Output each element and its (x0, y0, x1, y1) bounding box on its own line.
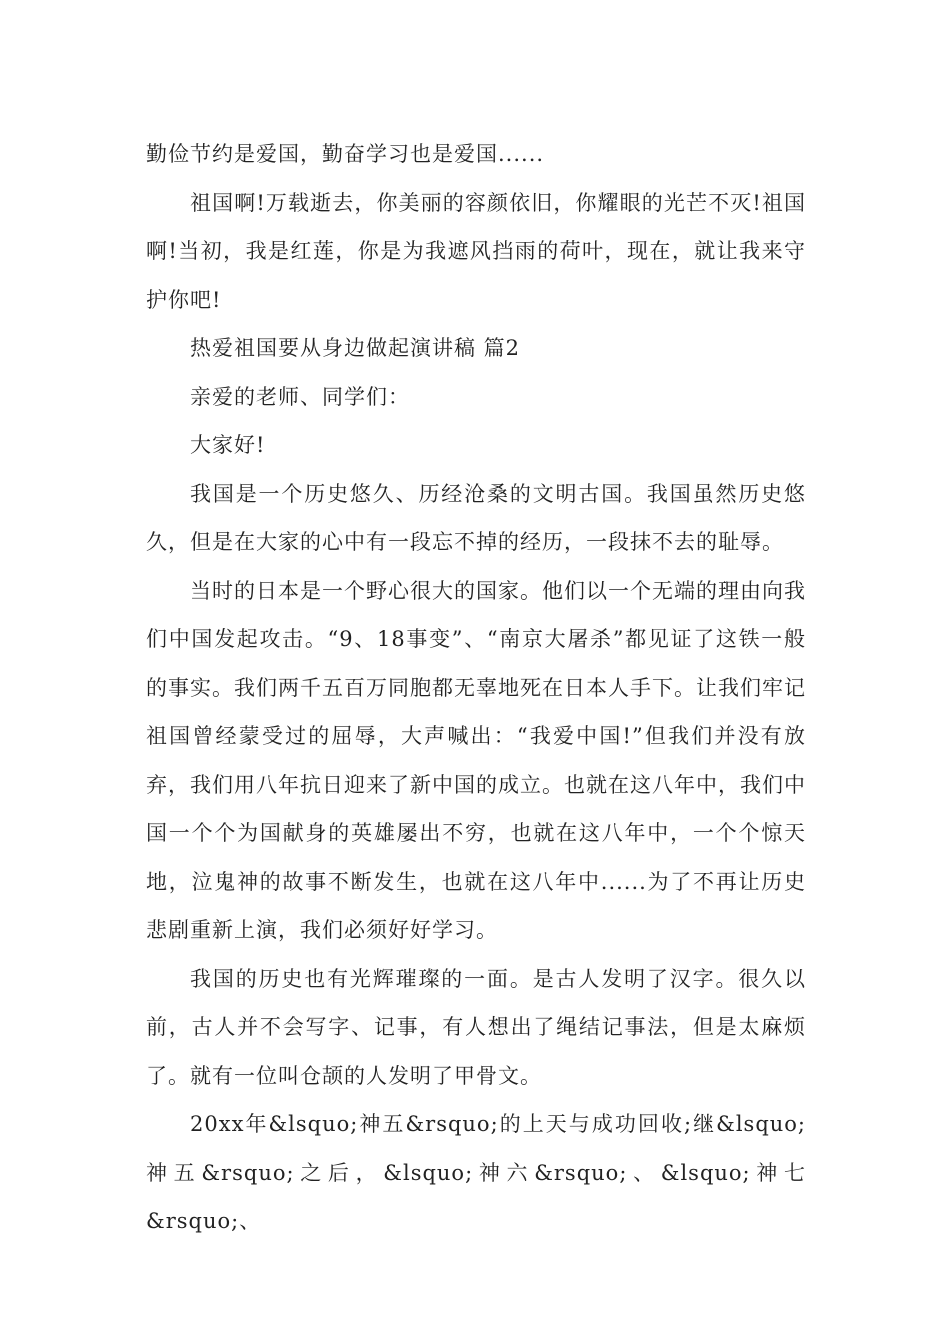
paragraph-5: 我国的历史也有光辉璀璨的一面。是古人发明了汉字。很久以前，古人并不会写字、记事，有人想出了绳结记事法，但是太麻烦了。就有一位叫仓颉的人发明了甲骨文。 (146, 966, 806, 1088)
paragraph-2: 祖国啊!万载逝去，你美丽的容颜依旧，你耀眼的光芒不灭!祖国啊!当初，我是红莲，你是为我遮风挡雨的荷叶，现在，就让我来守护你吧! (146, 190, 806, 312)
document-body (146, 130, 806, 1246)
paragraph-1: 勤俭节约是爱国，勤奋学习也是爱国...... (146, 142, 545, 166)
paragraph-6: 20xx年&lsquo;神五&rsquo;的上天与成功回收;继&lsquo;神五&rsquo;之后，&lsquo;神六&rsquo;、&lsquo;神七&rsquo;、 (146, 1112, 806, 1233)
paragraph-4: 当时的日本是一个野心很大的国家。他们以一个无端的理由向我们中国发起攻击。“9、18事变”、“南京大屠杀”都见证了这铁一般的事实。我们两千五百万同胞都无辜地死在日本人手下。让我们牢记祖国曾经蒙受过的屈辱，大声喊出：“我爱中国!”但我们并没有放弃，我们用八年抗日迎来了新中国的成立。也就在这八年中，我们中国一个个为国献身的英雄屡出不穷，也就在这八年中，一个个惊天地，泣鬼神的故事不断发生，也就在这八年中......为了不再让历史悲剧重新上演，我们必须好好学习。 (146, 578, 806, 942)
paragraph-3: 我国是一个历史悠久、历经沧桑的文明古国。我国虽然历史悠久，但是在大家的心中有一段忘不掉的经历，一段抹不去的耻辱。 (146, 481, 806, 554)
section-heading: 热爱祖国要从身边做起演讲稿 篇2 (190, 336, 521, 360)
salutation: 亲爱的老师、同学们： (190, 384, 410, 409)
greeting: 大家好! (190, 433, 266, 457)
